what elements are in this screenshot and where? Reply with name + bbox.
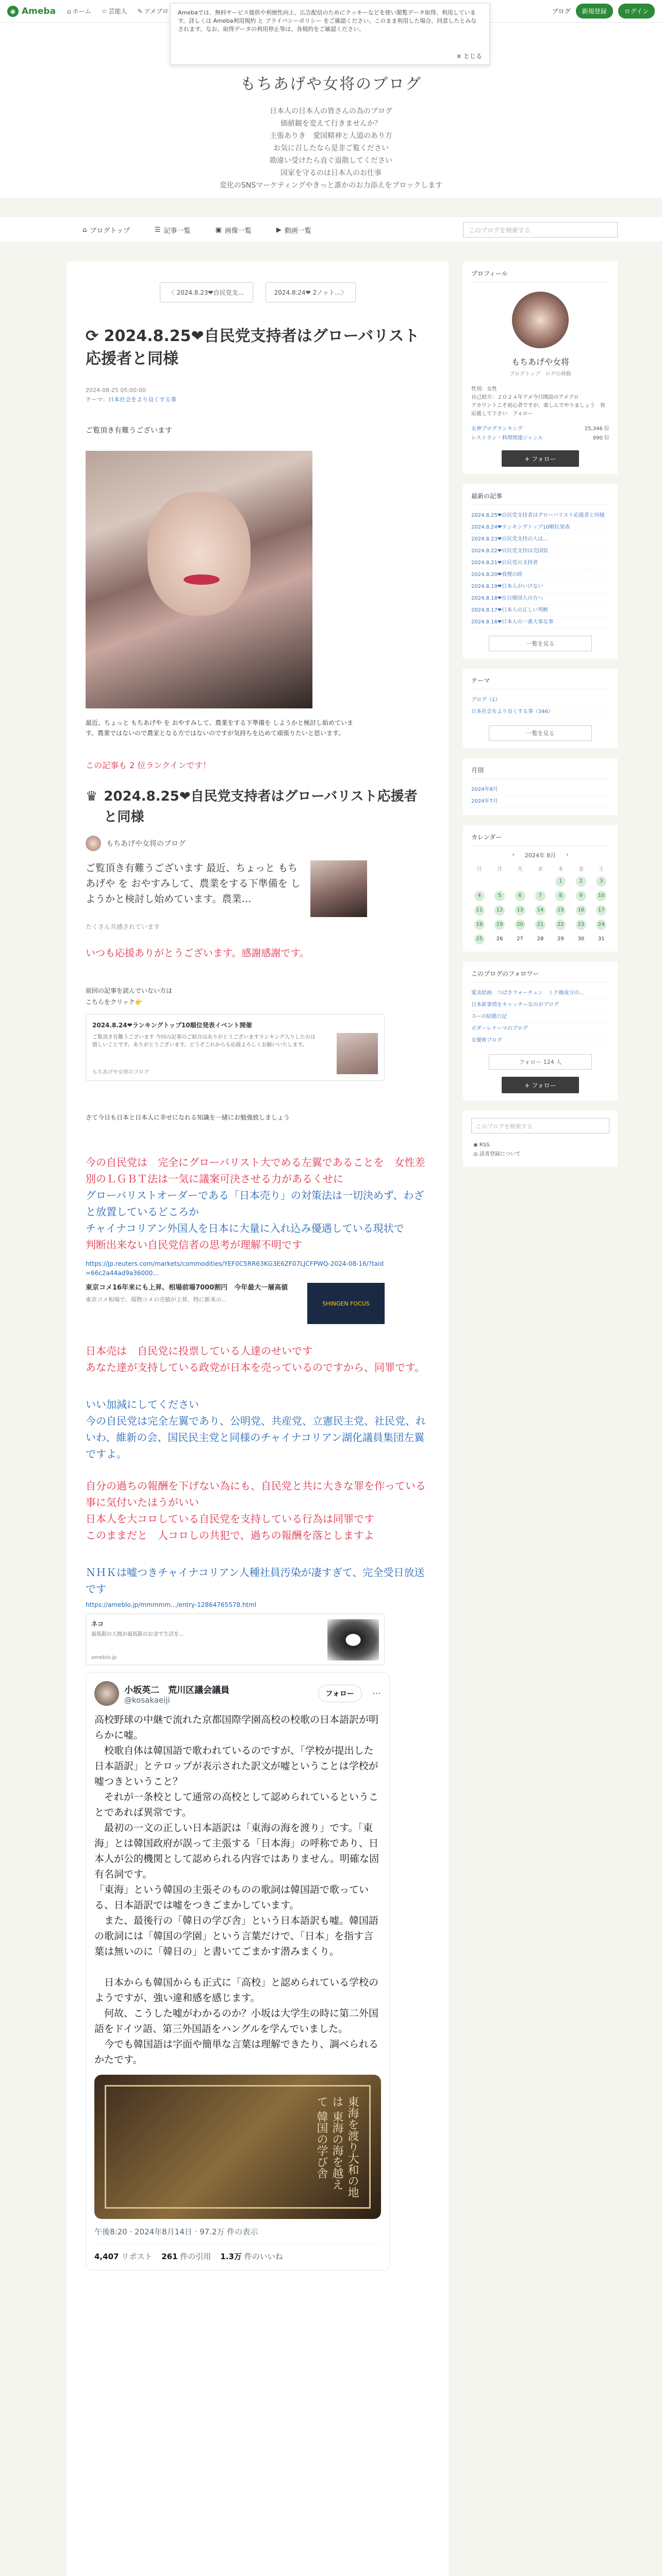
calendar-nav	[471, 851, 609, 859]
calendar-weekday: 火	[517, 867, 523, 872]
calendar-weekday: 金	[578, 867, 584, 872]
theme-more-button[interactable]: 一覧を見る	[489, 725, 592, 741]
nav-video-list[interactable]: ▶ 動画一覧	[276, 226, 311, 235]
ameblo-card-desc: 最低限の人間が最低限のお金で生活を...	[91, 1632, 184, 1637]
tweet-author-name[interactable]: 小坂英二 荒川区議会議員	[124, 1685, 229, 1696]
calendar-weekday: 水	[537, 867, 543, 872]
follower-item[interactable]: 日本新事情をキャッチーなのがブログ	[471, 999, 609, 1011]
tweet-reposts[interactable]: 4,407 リポスト	[94, 2252, 153, 2261]
logo-text: Ameba	[22, 6, 56, 16]
blog-nav	[0, 216, 662, 242]
nav-entry-list[interactable]: ☰ 記事一覧	[154, 226, 191, 235]
calendar-day[interactable]: 21	[535, 920, 545, 930]
calendar-day[interactable]: 5	[494, 891, 505, 901]
lead-text: さて今日も日本と日本人に幸せになれる知識を一緒にお勉強致しましょう	[86, 1114, 290, 1121]
latest-item[interactable]: 2024.8.25❤自民党支持者はグローバリスト応援者と同様	[471, 510, 609, 522]
intro-text: 最近、ちょっと もちあげや を おやすみして、農業をする下準備を しようかと検討し始めています。農業ではないので農家となる方ではないのですが気持ちを込めて頑張りたいと思います。	[86, 719, 354, 737]
home-icon: ⌂	[82, 226, 87, 234]
entry-date: 2024-08-25 05:00:00	[86, 387, 146, 394]
followers-list	[471, 988, 609, 1047]
rss-link[interactable]: ◉ RSS	[473, 1142, 490, 1148]
prev-intro-text: 前回の記事を読んでいない方は こちらをクリック👉	[86, 987, 173, 1006]
entry-theme[interactable]: テーマ：日本社会をより良くする事	[86, 396, 176, 403]
reblog-icon: ⟳	[86, 327, 104, 345]
latest-item[interactable]: 2024.8.16❤日本人の一番大事な事	[471, 617, 609, 629]
follower-item[interactable]: 愛美絵画 つばさフォーチュン ミク後成分の...	[471, 988, 609, 999]
ameblo-card-image	[327, 1619, 379, 1660]
sidebar-follow-button[interactable]: + フォロー	[502, 1077, 579, 1093]
theme-heading: テーマ	[471, 676, 609, 689]
news-title: 東京コメ16年来にも上昇、相場前場7000割円 今年最大一層高値	[86, 1284, 288, 1292]
ameblo-card-footer: ameblo.jp	[91, 1655, 117, 1660]
reblog-text: ご覧頂き有難うございます 最近、ちょっと もちあげや を おやすみして、農業をする下準備を しようかと検討し始めています。農業…	[86, 862, 301, 905]
author-avatar	[86, 836, 101, 851]
ameba-logo[interactable]	[7, 6, 56, 17]
latest-item[interactable]: 2024.8.21❤自民党の支持者	[471, 557, 609, 569]
archive-item[interactable]: 2024年8月	[471, 784, 609, 796]
calendar-day	[494, 876, 505, 887]
cookie-text: Amebaでは、無料サービス提供や利便性向上、広告配信のためにクッキーなどを使い閲覧データ取得、利用しています。詳しくは Ameba利用規約 と プライバシーポリシー をご確認ください。このまま利用した場合、同意したとみなされます。なお、取得データの利用停止等は、各規約をご確認ください。	[178, 9, 477, 32]
latest-item[interactable]: 2024.8.18❤在日韓国人の方へ	[471, 593, 609, 605]
cookie-notice	[170, 3, 490, 65]
archive-box	[463, 758, 618, 815]
calendar-grid	[471, 865, 609, 944]
thanks-text: いつも応援ありがとうございます。感謝感謝です。	[86, 947, 309, 959]
calendar-prev-icon[interactable]: ‹	[512, 851, 515, 858]
reblog-thumbnail[interactable]	[310, 860, 367, 917]
subscription-link[interactable]: ◎ 読者登録について	[473, 1151, 521, 1157]
card-thumbnail	[337, 1033, 378, 1074]
profile-box	[463, 262, 618, 474]
tweet-stats	[94, 2244, 381, 2262]
reblog-block	[86, 786, 430, 931]
archive-item[interactable]: 2024年7月	[471, 796, 609, 808]
ameblo-card-title: ネコ	[91, 1620, 104, 1628]
calendar-box	[463, 825, 618, 952]
latest-list	[471, 510, 609, 629]
ameblo-link[interactable]: https://ameblo.jp/mmmmm.../entry-12864765578.html	[86, 1601, 257, 1608]
blog-title[interactable]: もちあげや女将のブログ	[240, 75, 422, 93]
photo-face	[147, 492, 251, 616]
profile-name[interactable]: もちあげや女将	[511, 357, 569, 367]
calendar-day[interactable]: 12	[494, 905, 505, 916]
blog-description: 日本人の日本人の皆さんの為のブログ 価値観を変えて行きませんか？ 主張ありき 愛国精神と人道のあり方 お気に召したなら是非ご覧ください 勘違い受けたら直ぐ退散してください 国家を守るのは日本人のお仕事 変化のSNSマーケティングやきっと誰かのお力添えをブロックします	[219, 107, 443, 190]
calendar-day[interactable]: 26	[496, 936, 503, 942]
card-desc: ご覧頂き有難うございます 今回の記事のご紹介はありがとうございますランキング入りしたのは嬉しいことです。ありがとうございます。どうぞこれからも応援よろしくお願いいたします。	[92, 1035, 316, 1048]
latest-item[interactable]: 2024.8.24❤ランキングトップ10順位発表	[471, 522, 609, 534]
profile-heading: プロフィール	[471, 269, 609, 282]
follower-item[interactable]: スーの結婚日記	[471, 1011, 609, 1023]
profile-info: 性別：女性 自己紹介：２０２４年アメ今日開設のアメブロ アカウントこそ初心者ですが、楽しんでやりましょう 皆応援して下さい フォロー	[471, 386, 605, 417]
crown-icon: ♛	[86, 789, 98, 804]
entry-pager	[86, 282, 430, 302]
nav-ameblo[interactable]: ✎ アメブロ	[137, 7, 169, 15]
tweet-media[interactable]	[94, 2075, 381, 2219]
photo-lips	[184, 574, 220, 585]
ranking-list	[471, 425, 609, 443]
calendar-heading: カレンダー	[471, 833, 609, 846]
latest-heading: 最新の記事	[471, 492, 609, 505]
tweet-follow-button[interactable]: フォロー	[318, 1685, 362, 1702]
entry-title: ⟳ 2024.8.25❤自民党支持者はグローバリスト応援者と同様	[86, 327, 420, 368]
tweet-text: 高校野球の中継で流れた京都国際学園高校の校歌の日本語訳が明らかに嘘。 校歌自体は韓国語で歌われているのですが、「学校が提出した日本語訳」とテロップが表示された訳文が嘘ということは学校が嘘つきということ？ それが一条校として通常の高校として認められているということであれば異常です。 最初の一文の正しい日本語訳は「東海の海を渡り」です。「東海」とは韓国政府が誤って主張する「日本海」の呼称であり、日本人が公的機関として認められる内容ではありません。明確な固有名詞です。 「東海」という韓国の主張そのものの歌詞は韓国語で歌っている、日本語訳では嘘をつきごまかしています。 また、最後行の「韓日の学び舎」という日本語訳も嘘。韓国語の歌詞には「韓国の学園」という言葉だけで、「日本」を指す言葉は無いのに「韓日の」と書いてごまかす潜みまくり。 日本からも韓国からも正式に「高校」と認められている学校のようですが、強い違和感を感じます。 何故、こうした嘘がわかるのか？小坂は大学生の時に第二外国語をドイツ語、第三外国語をハングルを学んでいました。 今でも韓国語は字面や簡単な言葉は理解できたり、調べられるかたです。	[94, 1714, 379, 2065]
archive-list	[471, 784, 609, 808]
blue-paragraph-3: ＮＨＫは嘘つきチャイナコリアン人種社員汚染が凄すぎて、完全受日放送です	[86, 1566, 425, 1595]
calendar-next-icon[interactable]: ›	[566, 851, 569, 858]
news-desc: 東京コメ相場で、現物コメの売値が上昇、特に新米の..	[86, 1296, 225, 1303]
profile-sub[interactable]: ブログトップ ログの移動	[509, 371, 571, 377]
follower-item[interactable]: 女優術ブログ	[471, 1035, 609, 1047]
calendar-day[interactable]: 11	[474, 905, 485, 916]
calendar-day[interactable]: 31	[598, 936, 605, 942]
blue-paragraph-2: いい加減にしてください 今の自民党は完全左翼であり、公明党、共産党、立憲民主党、社民党、れいわ、維新の会、国民民主党と同様のチャイナコリアン湖化議員集団左翼ですよ。	[86, 1398, 426, 1460]
blog-link[interactable]: ブログ	[552, 8, 571, 15]
calendar-day[interactable]: 24	[596, 920, 606, 930]
more-icon[interactable]: ···	[372, 1688, 381, 1699]
ameba-logo-icon: ◉	[7, 6, 19, 17]
profile-follow-button[interactable]: + フォロー	[502, 450, 579, 467]
theme-item[interactable]: ブログ（1）	[471, 694, 609, 706]
login-button[interactable]: ログイン	[618, 4, 655, 19]
list-icon: ☰	[154, 226, 161, 234]
calendar-day[interactable]: 3	[596, 876, 606, 887]
calendar-weekday: 日	[476, 867, 482, 872]
tweet-handle[interactable]: @kosakaeiji	[124, 1695, 170, 1705]
next-entry-link[interactable]: 2024.8.24❤ 2ノット…〉	[266, 282, 356, 302]
tweet-time: 午後8:20 · 2024年8月14日 · 97.2万 件の表示	[94, 2227, 258, 2236]
calendar-day[interactable]: 22	[555, 920, 566, 930]
calendar-day[interactable]: 30	[577, 936, 585, 942]
prev-entry-link[interactable]: 〈 2024.8.23❤自民党支…	[160, 282, 253, 302]
latest-entries-box	[463, 484, 618, 658]
subscribe-icon: ◎	[473, 1151, 479, 1157]
calendar-day[interactable]: 4	[474, 891, 485, 901]
reblog-title[interactable]: ♛ 2024.8.25❤自民党支持者はグローバリスト応援者と同様	[86, 786, 430, 827]
red-paragraph-4: 自分の過ちの報酬を下げない為にも、自民党と共に大きな罪を作っている事に気付いたほうがいい 日本人を大コロしている自民党を支持している行為は同罪です このままだと 人コロしの共犯で、過ちの報酬を落としますよ	[86, 1480, 426, 1541]
register-button[interactable]: 新規登録	[576, 4, 613, 19]
tweet-media-calligraphy: 東海を渡り大和の地は 東海の海を越えて 韓国の学び舎	[105, 2085, 371, 2209]
calendar-day[interactable]: 19	[494, 920, 505, 930]
theme-list	[471, 694, 609, 718]
latest-more-button[interactable]: 一覧を見る	[489, 636, 592, 651]
red-paragraph-1: 今の自民党は 完全にグローバリスト大でめる左翼であることを 女性差別のＬＧＢＴ法は一気に議案可決させる力があるくせに	[86, 1156, 425, 1185]
nav-image-list[interactable]: ▣ 画像一覧	[215, 226, 252, 235]
main-content	[67, 262, 449, 2576]
ranking-row[interactable]: 女神ブログランキング 25,346 位	[471, 426, 609, 432]
calendar-day	[535, 876, 545, 887]
tweet-avatar[interactable]	[94, 1681, 119, 1706]
tweet-likes[interactable]: 1.3万 件のいいね	[220, 2252, 283, 2261]
rss-links	[471, 1141, 609, 1159]
ameblo-card[interactable]	[86, 1614, 385, 1665]
greeting-text: ご覧頂き有難うございます	[86, 427, 172, 435]
theme-item[interactable]: 日本社会をより良くする事（346）	[471, 706, 609, 718]
calendar-day	[474, 876, 485, 887]
calendar-day[interactable]: 28	[537, 936, 544, 942]
sidebar-search-box	[463, 1111, 618, 1166]
latest-item[interactable]: 2024.8.22❤自民党支持は売国奴	[471, 546, 609, 557]
calendar-day[interactable]: 8	[555, 891, 566, 901]
calendar-day[interactable]: 25	[474, 934, 485, 944]
sidebar-search-input[interactable]: このブログを検索する	[471, 1118, 609, 1133]
video-icon: ▶	[276, 226, 282, 234]
calendar-weekday: 土	[599, 867, 604, 872]
followers-box	[463, 962, 618, 1100]
calendar-day[interactable]: 18	[474, 920, 485, 930]
rss-icon: ◉	[473, 1142, 479, 1148]
nav-home[interactable]: ⌂ ホーム	[67, 7, 91, 15]
entry-photo[interactable]	[86, 451, 312, 708]
calendar-day[interactable]: 6	[515, 891, 525, 901]
calendar-day[interactable]: 17	[596, 905, 606, 916]
followers-count-button[interactable]: フォロー 124 人	[489, 1054, 592, 1070]
latest-item[interactable]: 2024.8.17❤日本人の正しい判断	[471, 605, 609, 617]
calendar-month: 2024年 8月	[524, 852, 556, 859]
profile-avatar[interactable]	[512, 292, 569, 348]
calendar-day[interactable]: 16	[576, 905, 586, 916]
blog-search-input[interactable]: このブログを検索する	[463, 222, 618, 238]
nav-blog-top[interactable]: ⌂ ブログトップ	[82, 226, 130, 235]
calendar-day[interactable]: 13	[515, 905, 525, 916]
ranking-row[interactable]: レストラン・料理関連ジャンル 990 位	[471, 435, 609, 441]
calendar-day[interactable]: 23	[576, 920, 586, 930]
archive-heading: 月別	[471, 766, 609, 779]
calendar-day[interactable]: 9	[576, 891, 586, 901]
news-link[interactable]: https://jp.reuters.com/markets/commodities/YEF0C5RR63KG3E6ZF07LJCFPWQ-2024-08-16/?taid=66c2a44ad9a36000...	[86, 1260, 384, 1277]
calendar-weekday: 木	[558, 867, 564, 872]
header-actions	[552, 4, 655, 19]
reblog-author[interactable]: もちあげや女将のブログ	[86, 836, 430, 851]
calendar-day[interactable]: 10	[596, 891, 606, 901]
embedded-tweet[interactable]	[86, 1672, 390, 2270]
tweet-quotes[interactable]: 261 件の引用	[161, 2252, 211, 2261]
theme-box	[463, 669, 618, 748]
rank-line: この記事も 2 位ランクインです！	[86, 760, 211, 770]
image-icon: ▣	[215, 226, 222, 234]
nav-celebrity[interactable]: ☆ 芸能人	[101, 7, 127, 15]
calendar-day[interactable]: 1	[555, 876, 566, 887]
calendar-day[interactable]: 27	[517, 936, 523, 942]
sidebar	[463, 262, 618, 1177]
calendar-day[interactable]: 7	[535, 891, 545, 901]
calendar-day	[515, 876, 525, 887]
card-title: 2024.8.24❤ランキングトップ10順位発表イベント開催	[92, 1022, 252, 1029]
calendar-day[interactable]: 15	[555, 905, 566, 916]
latest-item[interactable]: 2024.8.20❤我慢の時	[471, 569, 609, 581]
calendar-day[interactable]: 14	[535, 905, 545, 916]
follower-item[interactable]: ボダーレテーマのブログ	[471, 1023, 609, 1035]
latest-item[interactable]: 2024.8.19❤日本人がいけない	[471, 581, 609, 593]
calendar-weekday: 月	[497, 867, 503, 872]
followers-heading: このブログのフォロワー	[471, 969, 609, 982]
cookie-close-button[interactable]: × とじる	[456, 53, 482, 60]
blue-paragraph-1: グローバリストオーダーである「日本売り」の対策法は一切決めず、わざと放置しているどころか チャイナコリアン外国人を日本に大量に入れ込み優遇している現状で	[86, 1189, 424, 1234]
entry-meta	[86, 386, 430, 404]
global-nav	[67, 7, 169, 15]
news-card[interactable]	[86, 1283, 385, 1324]
card-footer: もちあげや女将のブログ	[92, 1070, 149, 1075]
calendar-day[interactable]: 20	[515, 920, 525, 930]
latest-item[interactable]: 2024.8.23❤自民党支持の人は...	[471, 534, 609, 546]
calendar-day[interactable]: 29	[557, 936, 564, 942]
calendar-day[interactable]: 2	[576, 876, 586, 887]
prev-entry-card[interactable]	[86, 1014, 385, 1081]
red-paragraph-3: 日本売は 自民党に投票している人達のせいです あなた達が支持している政党が日本を売っているのですから、同罪です。	[86, 1345, 425, 1374]
news-image: SHINGEN FOCUS	[307, 1283, 385, 1324]
red-paragraph-2: 判断出来ない自民党信者の思考が理解不明です	[86, 1239, 302, 1251]
reblog-user-note: たくさん共感されています	[86, 923, 160, 930]
